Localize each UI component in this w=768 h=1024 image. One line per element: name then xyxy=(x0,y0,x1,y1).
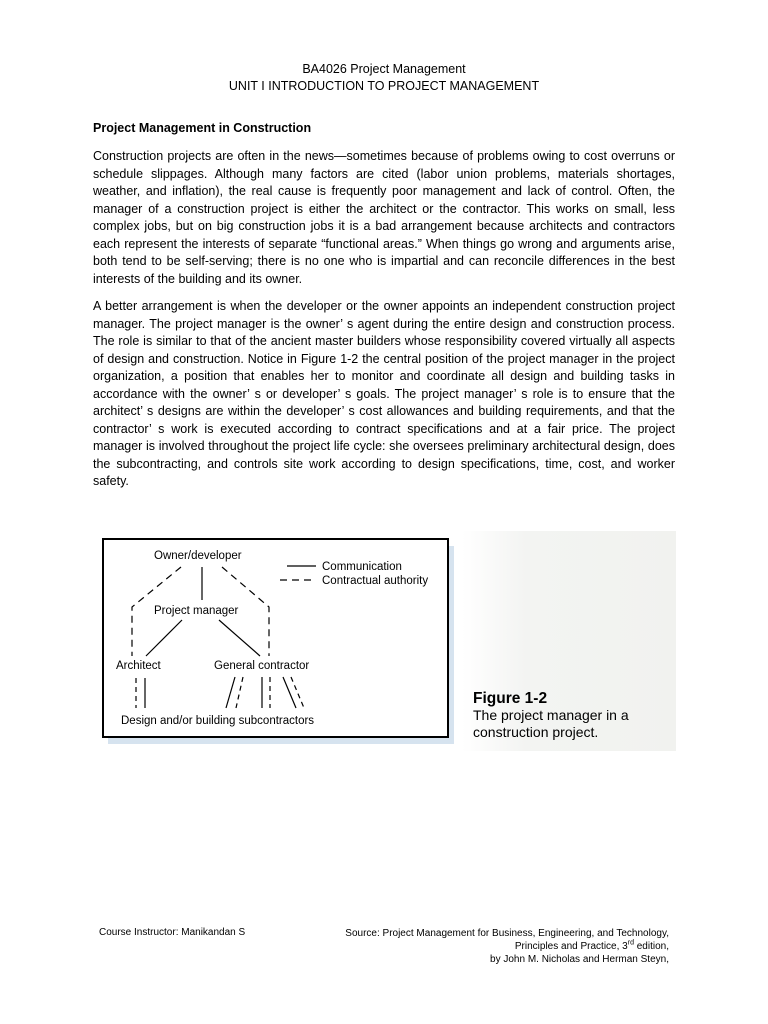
figure-caption xyxy=(473,690,629,741)
edge-pm-architect xyxy=(146,620,182,656)
edition-superscript: rd xyxy=(627,939,634,947)
paragraph-1: Construction projects are often in the news—sometimes because of problems owing to cost overruns or schedule slippages. Although many factors are cited (labor union problems, materials shortages, weather, and inflation), the real cause is frequently poor management and lack of control. Often, the manager of a construction project is either the architect or the contractor. This works on small, less complex jobs, but on big construction jobs it is a bad arrangement because architects and contractors each represent the interests of separate “functional areas.” When things go wrong and arguments arise, both tend to be self-serving; there is no one who is impartial and can reconcile differences in the best interests of the building and its owner. xyxy=(93,149,675,286)
figure-diagram xyxy=(102,538,458,744)
footer-source xyxy=(345,927,669,966)
edge-gc-subs-2 xyxy=(236,677,243,708)
source-line-2 xyxy=(345,940,669,953)
edge-gc-subs-1 xyxy=(226,677,235,708)
node-architect: Architect xyxy=(116,660,161,672)
caption-line-1: The project manager in a xyxy=(473,707,629,723)
source-line-3: by John M. Nicholas and Herman Steyn, xyxy=(490,954,669,965)
unit-title: UNIT I INTRODUCTION TO PROJECT MANAGEMENT xyxy=(228,78,540,93)
caption-line-2: construction project. xyxy=(473,724,599,740)
document-header xyxy=(0,61,768,94)
source-line-2-edition: edition, xyxy=(633,941,669,952)
figure-box xyxy=(102,538,449,738)
figure-label: Figure 1-2 xyxy=(473,690,548,707)
edge-gc-subs-6 xyxy=(291,677,304,708)
edge-gc-subs-5 xyxy=(283,677,296,708)
node-subcontractors: Design and/or building subcontractors xyxy=(121,715,315,727)
edge-pm-gc xyxy=(219,620,260,656)
node-owner-developer: Owner/developer xyxy=(154,550,242,562)
legend-contractual-authority: Contractual authority xyxy=(322,575,429,587)
org-chart-svg xyxy=(104,540,447,736)
legend-communication: Communication xyxy=(322,561,402,573)
source-line-2-text: Principles and Practice, 3 xyxy=(514,941,628,952)
paragraph-2: A better arrangement is when the developer or the owner appoints an independent construction project manager. The project manager is the owner’ s agent during the entire design and construction process. The role is similar to that of the ancient master builders whose responsibility covered virtually all aspects of design and construction. Notice in Figure 1-2 the central position of the project manager in the project organization, a position that enables her to monitor and coordinate all design and building tasks in accordance with the owner’ s or developer’ s goals. The project manager’ s role is to ensure that the architect’ s designs are within the developer’ s cost allowances and building requirements, and that the contractor’ s work is executed according to contract specifications and at a fair price. The project manager is involved throughout the project life cycle: she oversees preliminary architectural design, does the subcontracting, and controls site work according to design specifications, time, cost, and worker safety. xyxy=(93,299,675,488)
course-title: BA4026 Project Management xyxy=(302,62,466,76)
node-general-contractor: General contractor xyxy=(214,660,310,672)
node-project-manager: Project manager xyxy=(154,605,239,617)
source-line-1: Source: Project Management for Business, Engineering, and Technology, xyxy=(345,928,669,939)
section-title: Project Management in Construction xyxy=(93,121,312,135)
footer-instructor: Course Instructor: Manikandan S xyxy=(99,927,246,938)
